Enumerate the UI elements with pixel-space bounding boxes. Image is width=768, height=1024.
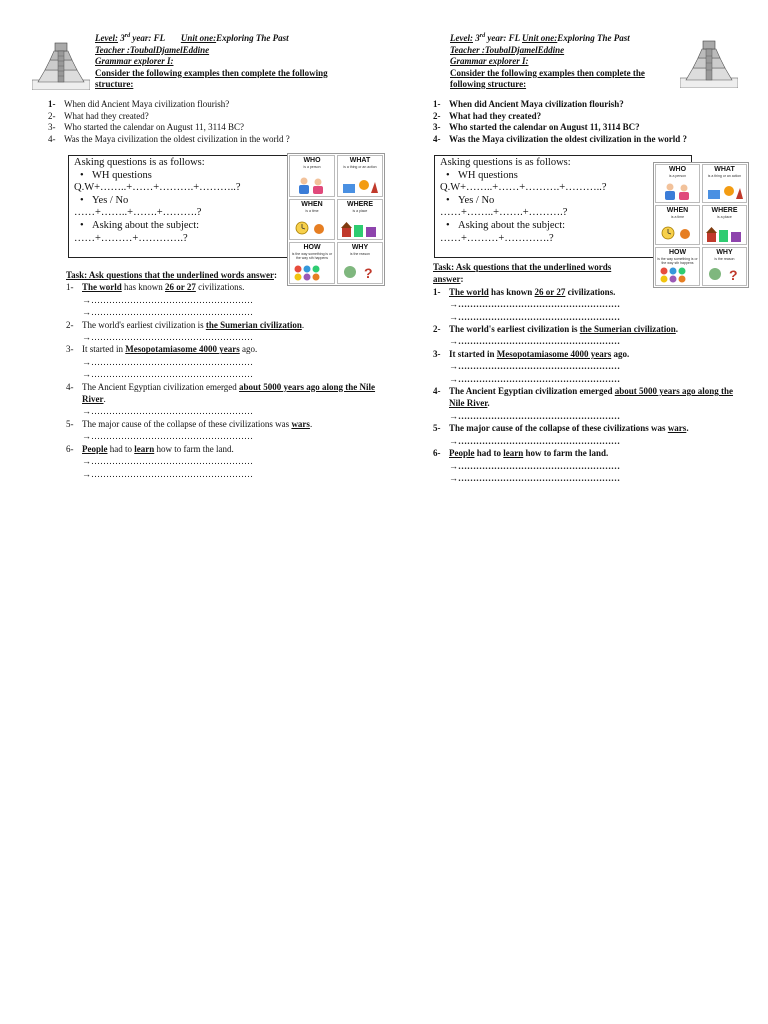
wh-sub: is a thing or an action [343,165,377,169]
wh-label: • WH questions [74,170,312,183]
yesno-label: • Yes / No [440,195,686,208]
task-item-6: 6- People had to learn how to farm the land. [433,448,609,459]
question-1: 1- When did Ancient Maya civilization flourish? [433,99,624,109]
answer-line[interactable]: →……………………………………………… [449,336,620,347]
section-label: Grammar explorer I: [95,56,174,66]
question-1: 1- When did Ancient Maya civilization flourish? [48,99,230,109]
teacher-value: ToubalDjamelEddine [484,44,565,55]
answer-line[interactable]: →……………………………………………… [82,294,253,305]
answer-line[interactable]: →……………………………………………… [449,435,620,446]
subject-formula: ……+………+………….? [440,232,554,244]
task-sentence: The world's earliest civilization is the Sumerian civilization. [82,319,305,330]
wh-sub: is the way something is or the way sth happens [291,252,333,261]
wh-card-when [655,205,700,244]
wh-card-what [702,164,747,203]
wh-word: HOW [668,248,687,256]
task-sentence: The world's earliest civilization is the Sumerian civilization. [449,324,678,335]
task-sentence: People had to learn how to farm the land. [449,448,609,459]
instruction: Consider the following examples then complete the following structure: [450,67,645,89]
task-sentence: The world has known 26 or 27 civilizations. [449,286,616,297]
yesno-formula: ……+……..+…….+……….? [74,207,202,219]
question-list [433,99,687,145]
answer-line[interactable]: →……………………………………………… [449,311,620,322]
question-3: 3- Who started the calendar on August 11, 3114 BC? [48,122,245,133]
answer-line[interactable]: →……………………………………………… [82,406,253,417]
wh-sub: is a time [670,215,685,220]
answer-line[interactable]: →……………………………………………… [82,369,253,380]
teacher-label: Teacher : [95,44,130,55]
task-item-5: 5- The major cause of the collapse of these civilizations was wars. [433,423,689,434]
wh-sub: is a place [717,215,732,220]
teacher-label: Teacher : [450,44,485,55]
task-item-1: 1- The world has known 26 or 27 civilizations. [66,282,245,293]
wh-word: WHY [351,244,369,252]
answer-line[interactable]: →……………………………………………… [449,361,620,372]
wh-sub: is the reason [349,252,371,257]
wh-card-who [289,155,335,197]
task-sentence: The Ancient Egyptian civilization emerged about 5000 years ago along the Nile River. [82,381,376,405]
rules-box [68,155,318,258]
question-2: 2- What had they created? [48,110,149,121]
svg-text:?: ? [364,265,373,281]
task-item-4: 4- The Ancient Egyptian civilization emerged about 5000 years ago along the Nile River. [66,381,386,406]
wh-word: WHEN [301,200,323,208]
wh-cards-grid [287,153,385,286]
wh-word: WHO [303,157,321,164]
task-item-1: 1- The world has known 26 or 27 civilizations. [433,286,616,297]
task-item-6: 6- People had to learn how to farm the land. [66,443,234,454]
header [450,33,690,91]
wh-word: WHERE [346,200,374,208]
wh-sub: is a thing or an action [707,174,742,178]
question-3: 3- Who started the calendar on August 11, 3114 BC? [433,122,640,133]
task-item-5: 5- The major cause of the collapse of these civilizations was wars. [66,418,313,429]
task-sentence: The major cause of the collapse of these civilizations was wars. [449,423,689,434]
rules-title: Asking questions is as follows: [74,157,205,168]
wh-card-where [702,205,747,244]
answer-line[interactable]: →……………………………………………… [449,373,620,384]
wh-card-who [655,164,700,203]
maya-pyramid-icon [32,36,90,90]
question-4: 4- Was the Maya civilization the oldest civilization in the world ? [48,133,290,144]
unit-label: Unit one: [521,33,558,43]
level-value: 3rd year: FL [475,33,520,43]
answer-line[interactable]: →……………………………………………… [449,472,620,483]
task-sentence: It started in Mesopotamiasome 4000 years ago. [82,344,258,355]
answer-line[interactable]: →……………………………………………… [449,460,620,471]
task-section: Task: Ask questions that the underlined words answer: 1- The world has known 26 or 27 civilizations. →……………………………………………… →……………………………………………… 2- The world's earliest civilization is the Sumerian civilization. →……………………………………………… 3- It started in Mesopotamiasome 4000 years ago. →……………………………………………… →……………………………………………… 4- The Ancient Egyptian civilization emerged about 5000 years ago along the Nile River. →……………………………………………… 5- The major cause of the collapse of these civilizations was wars. →……………………………………………… 6- People had to learn how to farm the land. →……………………………………………… →……………………………………………… [66,269,386,480]
wh-word: WHAT [349,157,371,164]
section-label: Grammar explorer I: [450,56,529,66]
task-sentence: The major cause of the collapse of these civilizations was wars. [82,418,313,429]
question-2: 2- What had they created? [433,110,542,121]
task-item-4: 4- The Ancient Egyptian civilization emerged about 5000 years ago along the Nile River. [433,385,748,410]
task-sentence: The world has known 26 or 27 civilizations. [82,282,245,293]
unit-value: Exploring The Past [216,33,289,43]
answer-line[interactable]: →……………………………………………… [449,299,620,310]
level-label: Level: [450,33,473,43]
task-item-3: 3- It started in Mesopotamiasome 4000 years ago. [66,344,258,355]
wh-sub: is a place [352,208,368,213]
wh-word: WHY [716,248,733,256]
answer-line[interactable]: →……………………………………………… [82,356,253,367]
wh-card-when [289,199,335,241]
task-items [66,281,386,480]
wh-word: WHEN [666,207,689,215]
wh-formula: Q.W+……..+……+……….+………..? [74,182,241,194]
subject-formula: ……+………+………….? [74,232,188,244]
task-item-3: 3- It started in Mesopotamiasome 4000 years ago. [433,348,630,359]
yesno-label: • Yes / No [74,195,312,208]
question-list [48,99,290,145]
teacher-value: ToubalDjamelEddine [129,44,210,55]
wh-card-where [337,199,383,241]
level-label: Level: [95,33,118,43]
question-4: 4- Was the Maya civilization the oldest civilization in the world ? [433,133,687,144]
wh-sub: is the reason [714,256,735,261]
wh-word: WHO [668,166,687,173]
wh-word: HOW [303,244,321,252]
answer-line[interactable]: →……………………………………………… [82,468,253,479]
svg-text:?: ? [729,266,738,283]
unit-label: Unit one: [180,33,217,43]
wh-word: WHAT [714,166,735,173]
wh-word: WHERE [711,207,738,215]
wh-sub: is the way something is or the way sth happens [657,256,698,265]
answer-line[interactable]: →……………………………………………… [82,456,253,467]
wh-card-what [337,155,383,197]
yesno-formula: ……+……..+…….+……….? [440,207,568,219]
task-sentence: It started in Mesopotamiasome 4000 years ago. [449,348,630,359]
wh-sub: is a person [668,174,687,178]
rules-title: Asking questions is as follows: [440,157,571,168]
answer-line[interactable]: →……………………………………………… [82,431,253,442]
wh-sub: is a time [305,208,319,213]
worksheet-left [30,0,390,520]
subject-label: • Asking about the subject: [74,220,312,233]
task-item-2: 2- The world's earliest civilization is the Sumerian civilization. [66,319,305,330]
instruction: Consider the following examples then complete the following structure: [95,67,328,89]
answer-line[interactable]: →……………………………………………… [82,332,253,343]
wh-formula: Q.W+……..+……+……….+………..? [440,182,607,194]
task-section: Task: Ask questions that the underlined words answer: 1- The world has known 26 or 27 civilizations. →……………………………………………… →……………………………………………… 2- The world's earliest civilization is the Sumerian civilization. →……………………………………………… 3- It started in Mesopotamiasome 4000 years ago. →……………………………………………… →……………………………………………… 4- The Ancient Egyptian civilization emerged about 5000 years ago along the Nile River. →……………………………………………… 5- The major cause of the collapse of these civilizations was wars. →……………………………………………… 6- People had to learn how to farm the land. →……………………………………………… →……………………………………………… [433,261,748,484]
task-sentence: The Ancient Egyptian civilization emerged about 5000 years ago along the Nile River. [449,386,734,409]
unit-value: Exploring The Past [557,33,630,43]
subject-label: • Asking about the subject: [440,220,686,233]
task-items [433,286,748,485]
task-item-2: 2- The world's earliest civilization is the Sumerian civilization. [433,324,678,335]
level-value: 3rd year: FL [120,33,166,43]
wh-label: • WH questions [440,170,686,183]
header [95,33,385,91]
task-title: Task: Ask questions that the underlined words answer [66,270,274,280]
wh-sub: is a person [303,165,321,169]
worksheet-right [418,0,748,520]
answer-line[interactable]: →……………………………………………… [82,307,253,318]
task-title: Task: Ask questions that the underlined words answer [433,262,612,285]
task-sentence: People had to learn how to farm the land. [82,443,234,454]
answer-line[interactable]: →……………………………………………… [449,410,620,421]
